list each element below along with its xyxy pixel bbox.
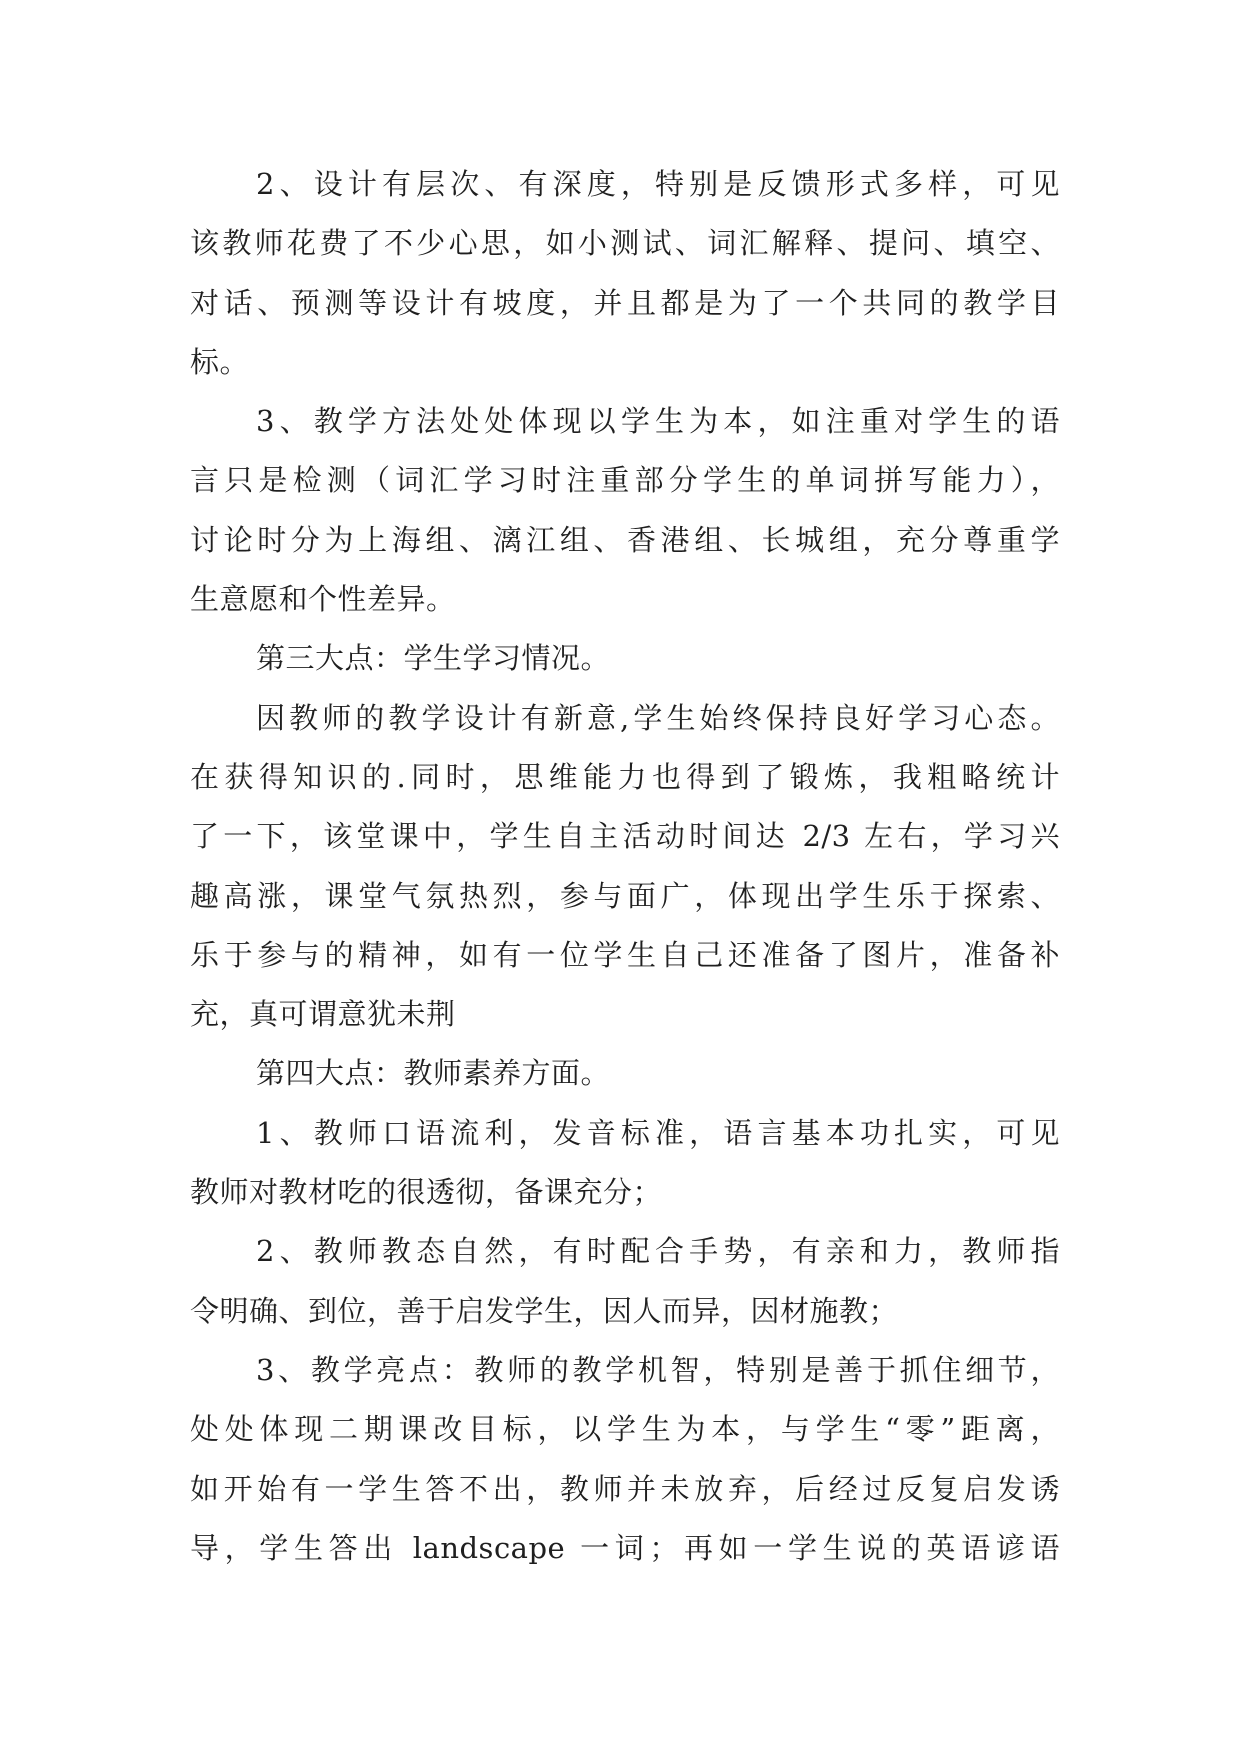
text-line: 乐于参与的精神，如有一位学生自己还准备了图片，准备补 <box>190 937 1060 972</box>
text-line: 在获得知识的.同时，思维能力也得到了锻炼，我粗略统计 <box>190 759 1060 794</box>
text-line: 2、设计有层次、有深度，特别是反馈形式多样，可见 <box>256 167 1060 201</box>
text-line: 如开始有一学生答不出，教师并未放弃，后经过反复启发诱 <box>190 1471 1060 1506</box>
text-line: 1、教师口语流利，发音标准，语言基本功扎实，可见 <box>256 1115 1060 1150</box>
text-line: 生意愿和个性差异。 <box>190 582 456 617</box>
document-body <box>190 155 1060 1578</box>
text-line: 2、教师教态自然，有时配合手势，有亲和力，教师指 <box>256 1234 1060 1269</box>
text-line: 趣高涨，课堂气氛热烈，参与面广，体现出学生乐于探索、 <box>190 878 1060 913</box>
text-line: 对话、预测等设计有坡度，并且都是为了一个共同的教学目 <box>190 285 1060 320</box>
text-line: 标。 <box>190 344 250 379</box>
text-line: 因教师的教学设计有新意,学生始终保持良好学习心态。 <box>256 700 1060 735</box>
text-line: 充，真可谓意犹未荆 <box>190 997 456 1032</box>
text-line: 教师对教材吃的很透彻，备课充分； <box>190 1175 663 1210</box>
text-line: 讨论时分为上海组、漓江组、香港组、长城组，充分尊重学 <box>190 522 1060 557</box>
section-heading: 第三大点：学生学习情况。 <box>256 641 611 676</box>
text-line: 3、教学亮点：教师的教学机智，特别是善于抓住细节， <box>256 1352 1060 1387</box>
text-line: 令明确、到位，善于启发学生，因人而异，因材施教； <box>190 1293 899 1328</box>
text-line: 了一下，该堂课中，学生自主活动时间达 2/3 左右，学习兴 <box>190 819 1060 854</box>
text-line: 处处体现二期课改目标，以学生为本，与学生“零”距离， <box>190 1412 1060 1447</box>
text-line: 该教师花费了不少心思，如小测试、词汇解释、提问、填空、 <box>190 226 1060 261</box>
text-line: 言只是检测（词汇学习时注重部分学生的单词拼写能力）， <box>190 463 1060 498</box>
text-line: 3、教学方法处处体现以学生为本，如注重对学生的语 <box>256 404 1060 439</box>
text-line: 导，学生答出 landscape 一词；再如一学生说的英语谚语 <box>190 1530 1060 1565</box>
section-heading: 第四大点：教师素养方面。 <box>256 1056 611 1091</box>
